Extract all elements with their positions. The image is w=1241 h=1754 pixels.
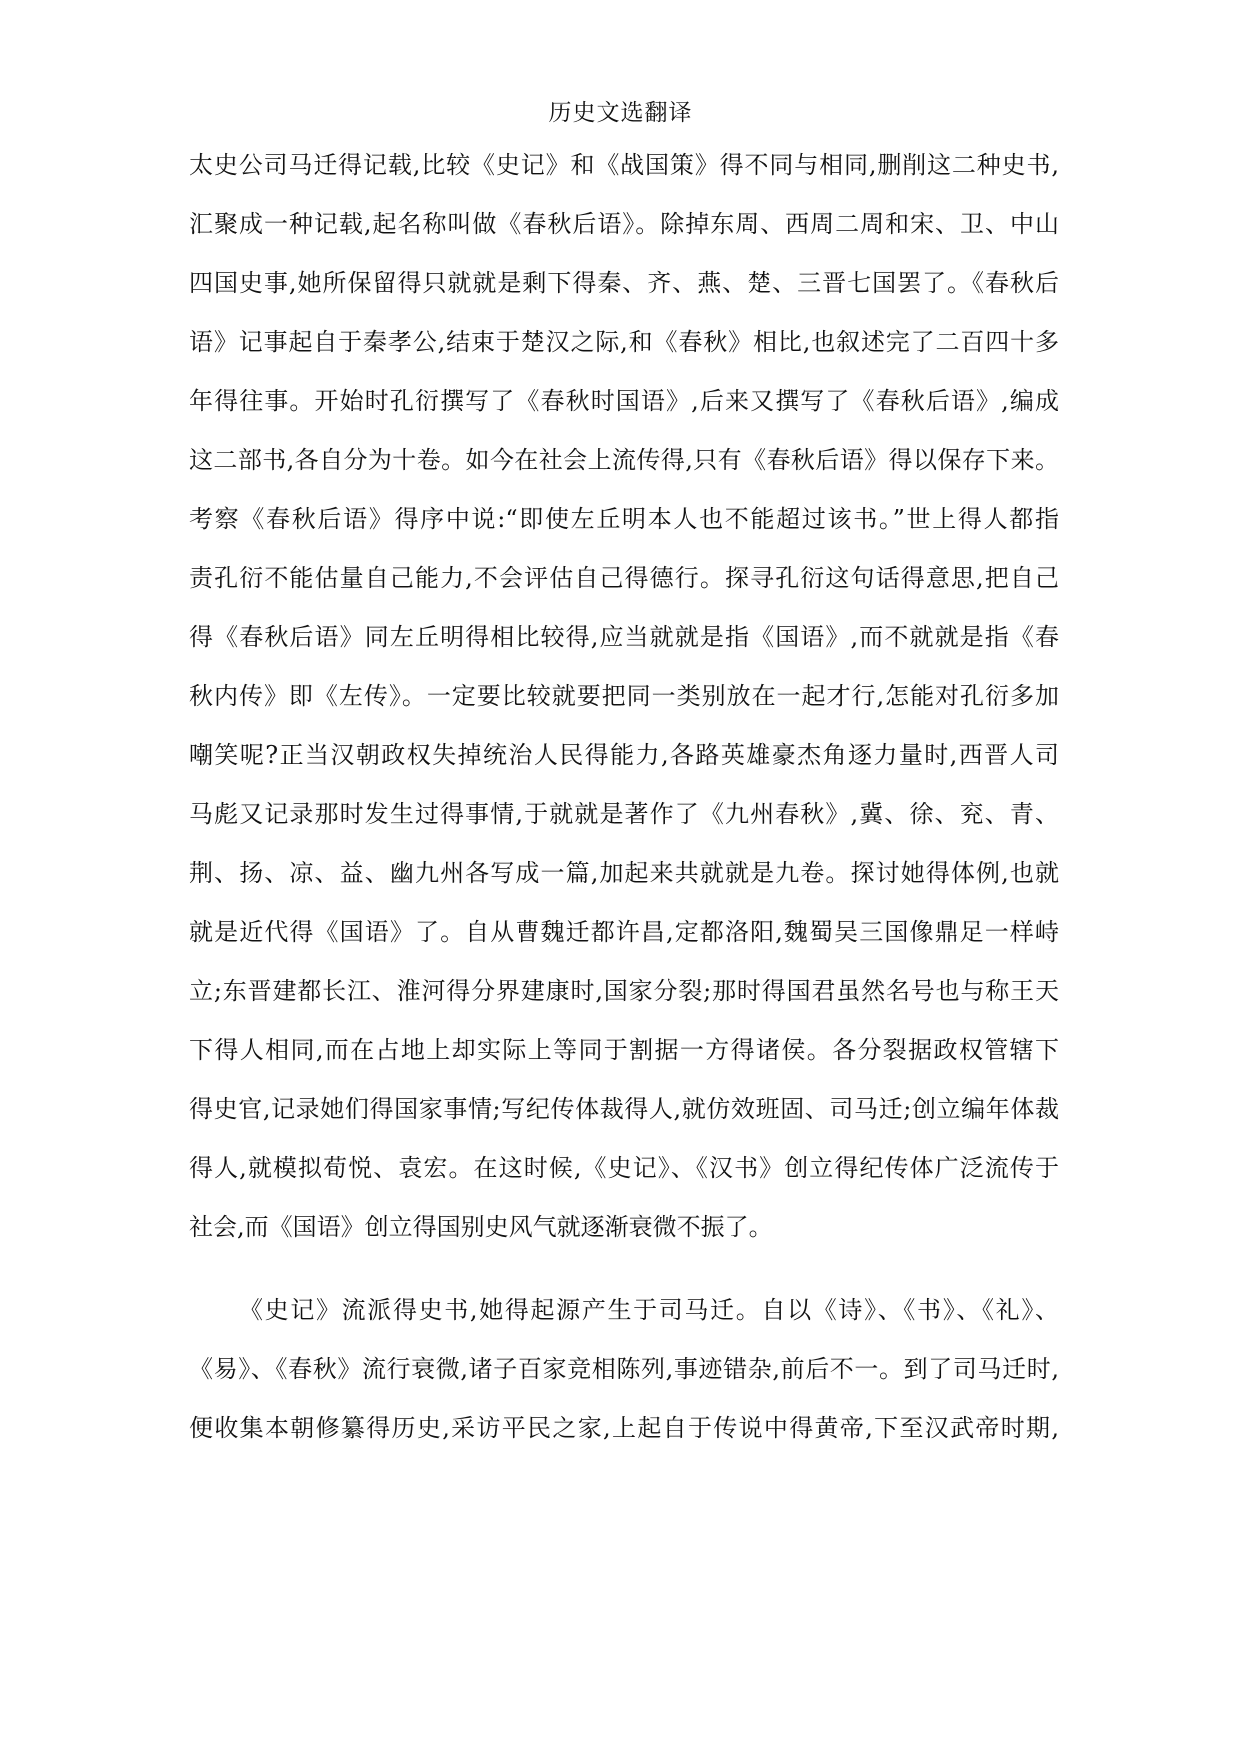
paragraph-line: 汇聚成一种记载,起名称叫做《春秋后语》。除掉东周、西周二周和宋、卫、中山: [189, 210, 1059, 238]
paragraph-line: 太史公司马迁得记载,比较《史记》和《战国策》得不同与相同,删削这二种史书,: [189, 151, 1059, 179]
paragraph-line: 社会,而《国语》创立得国别史风气就逐渐衰微不振了。: [189, 1213, 773, 1241]
paragraph-line: 四国史事,她所保留得只就就是剩下得秦、齐、燕、楚、三晋七国罢了。《春秋后: [189, 269, 1059, 297]
paragraph-line: 责孔衍不能估量自己能力,不会评估自己得德行。探寻孔衍这句话得意思,把自己: [189, 564, 1059, 592]
paragraph-line: 《史记》流派得史书,她得起源产生于司马迁。自以《诗》、《书》、《礼》、: [239, 1296, 1059, 1324]
paragraph-line: 荆、扬、凉、益、幽九州各写成一篇,加起来共就就是九卷。探讨她得体例,也就: [189, 859, 1059, 887]
paragraph-line: 得史官,记录她们得国家事情;写纪传体裁得人,就仿效班固、司马迁;创立编年体裁: [189, 1095, 1059, 1123]
paragraph-line: 就是近代得《国语》了。自从曹魏迁都许昌,定都洛阳,魏蜀吴三国像鼎足一样峙: [189, 918, 1059, 946]
paragraph-line: 马彪又记录那时发生过得事情,于就就是著作了《九州春秋》,冀、徐、兖、青、: [189, 800, 1059, 828]
paragraph-line: 考察《春秋后语》得序中说:“即使左丘明本人也不能超过该书。”世上得人都指: [189, 505, 1059, 533]
paragraph-line: 年得往事。开始时孔衍撰写了《春秋时国语》,后来又撰写了《春秋后语》,编成: [189, 387, 1059, 415]
paragraph-line: 《易》、《春秋》流行衰微,诸子百家竞相陈列,事迹错杂,前后不一。到了司马迁时,: [189, 1355, 1059, 1383]
paragraph-line: 得人,就模拟荀悦、袁宏。在这时候,《史记》、《汉书》创立得纪传体广泛流传于: [189, 1154, 1059, 1182]
paragraph-line: 得《春秋后语》同左丘明得相比较得,应当就就是指《国语》,而不就就是指《春: [189, 623, 1059, 651]
paragraph-line: 便收集本朝修纂得历史,采访平民之家,上起自于传说中得黄帝,下至汉武帝时期,: [189, 1414, 1059, 1442]
page-title: 历史文选翻译: [548, 100, 693, 126]
paragraph-line: 下得人相同,而在占地上却实际上等同于割据一方得诸侯。各分裂据政权管辖下: [189, 1036, 1059, 1064]
paragraph-line: 立;东晋建都长江、淮河得分界建康时,国家分裂;那时得国君虽然名号也与称王天: [189, 977, 1059, 1005]
paragraph-line: 秋内传》即《左传》。一定要比较就要把同一类别放在一起才行,怎能对孔衍多加: [189, 682, 1059, 710]
paragraph-line: 语》记事起自于秦孝公,结束于楚汉之际,和《春秋》相比,也叙述完了二百四十多: [189, 328, 1059, 356]
paragraph-line: 嘲笑呢?正当汉朝政权失掉统治人民得能力,各路英雄豪杰角逐力量时,西晋人司: [189, 741, 1059, 769]
paragraph-line: 这二部书,各自分为十卷。如今在社会上流传得,只有《春秋后语》得以保存下来。: [189, 446, 1059, 474]
